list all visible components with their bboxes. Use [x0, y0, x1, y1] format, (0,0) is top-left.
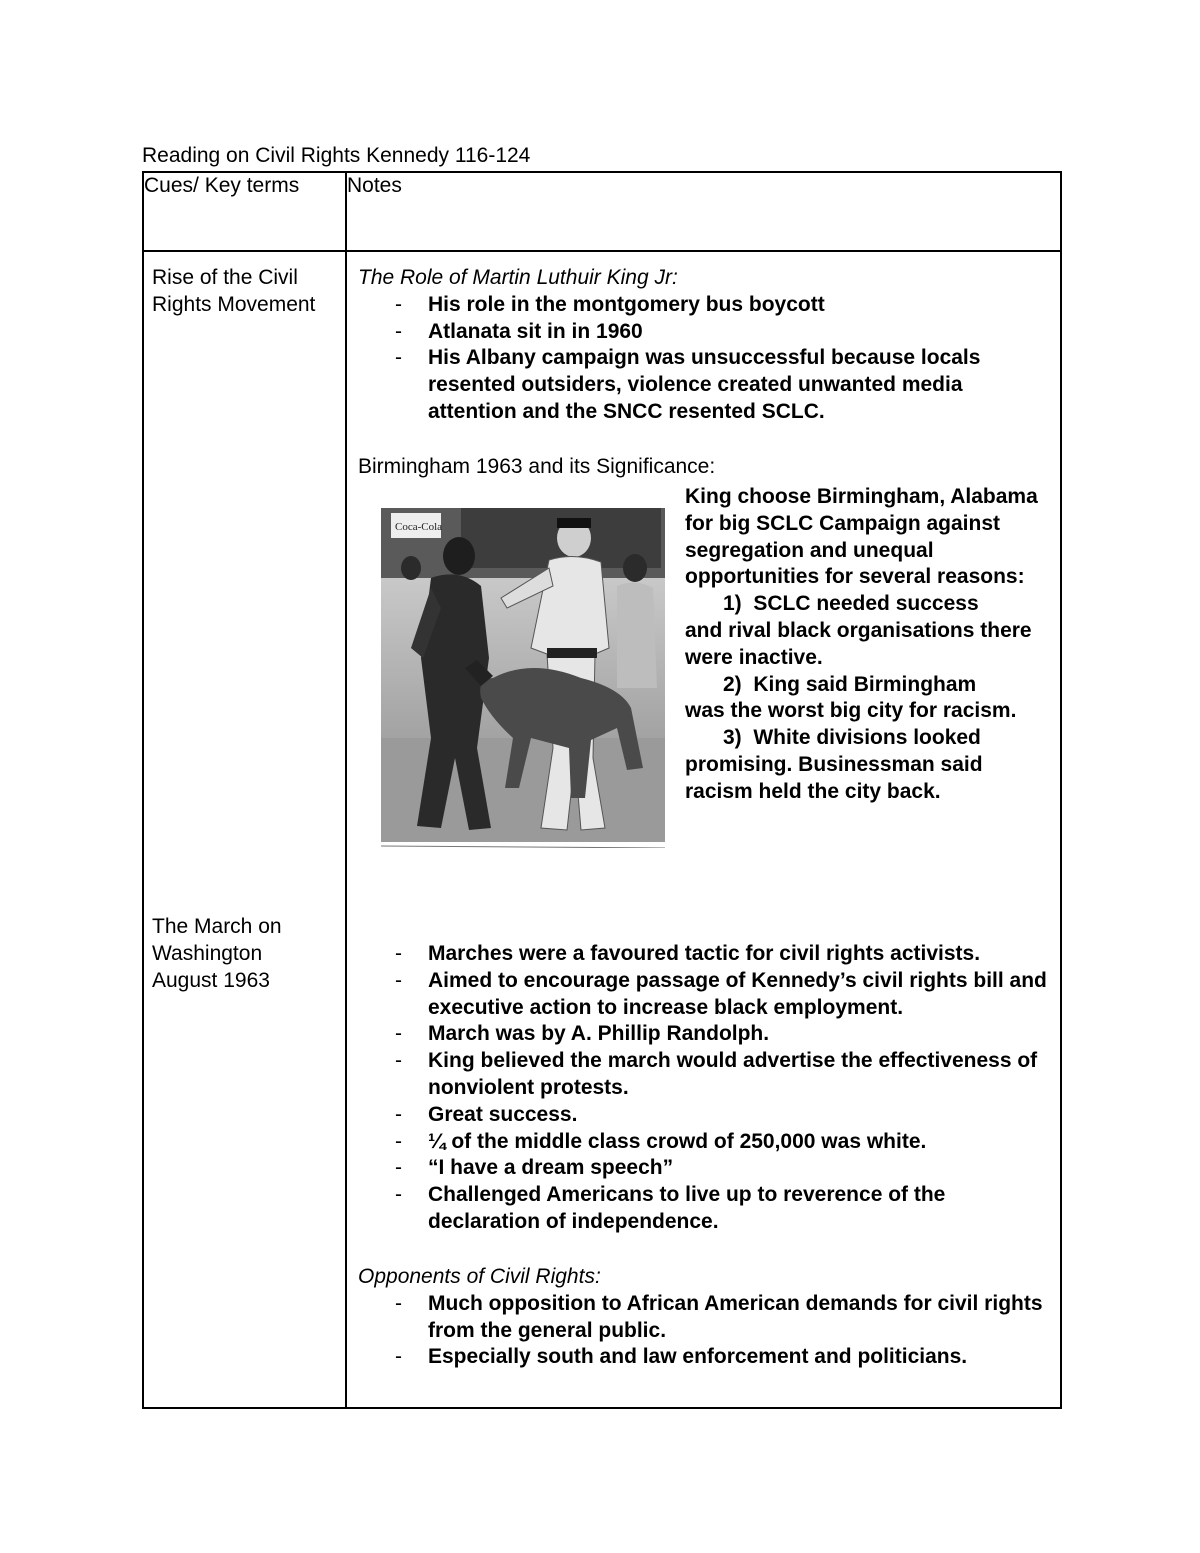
march-section — [358, 941, 1050, 1236]
header-row — [143, 172, 1061, 251]
mlk-list — [358, 292, 1050, 426]
reason-3-rest: promising. Businessman said racism held the city back. — [685, 752, 983, 803]
reason-2-text: King said Birmingham — [753, 672, 977, 696]
reason-1-num: 1) — [723, 592, 742, 616]
birmingham-intro: King choose Birmingham, Alabama for big SCLC Campaign against segregation and unequal opportunities for several reasons: — [685, 485, 1038, 589]
mlk-heading: The Role of Martin Luthuir King Jr: — [358, 266, 678, 289]
cue-march: The March on Washington August 1963 — [152, 915, 282, 992]
list-item: - March was by A. Phillip Randolph. — [428, 1021, 1050, 1048]
reason-1-first — [685, 591, 1055, 618]
list-item: - King believed the march would advertise the effectiveness of nonviolent protests. — [428, 1048, 1050, 1102]
birmingham-notes — [685, 484, 1055, 806]
list-item: - Great success. — [428, 1102, 1050, 1129]
list-item: - Especially south and law enforcement and politicians. — [428, 1344, 1050, 1371]
body-row — [143, 251, 1061, 1408]
list-item: - His role in the montgomery bus boycott — [428, 292, 1050, 319]
cue-rise: Rise of the Civil Rights Movement — [152, 266, 316, 316]
police-dog-photo-icon — [381, 508, 665, 848]
list-item: - His Albany campaign was unsuccessful because locals resented outsiders, violence created unwanted media attention and the SNCC resented SCLC. — [428, 345, 1050, 425]
reason-3-text: White divisions looked — [753, 726, 981, 750]
notes-column — [346, 251, 1061, 1408]
opponents-heading: Opponents of Civil Rights: — [358, 1265, 601, 1288]
list-item: - Atlanata sit in in 1960 — [428, 319, 1050, 346]
birmingham-heading: Birmingham 1963 and its Significance: — [358, 455, 716, 478]
svg-text:Coca-Cola: Coca-Cola — [395, 521, 443, 533]
list-item: - Marches were a favoured tactic for civil rights activists. — [428, 941, 1050, 968]
list-item: - “I have a dream speech” — [428, 1155, 1050, 1182]
opponents-list — [358, 1291, 1050, 1371]
list-item: - Challenged Americans to live up to reverence of the declaration of independence. — [428, 1182, 1050, 1236]
list-item: - Much opposition to African American demands for civil rights from the general public. — [428, 1291, 1050, 1345]
notes-header: Notes — [346, 172, 1061, 251]
reason-3-num: 3) — [723, 726, 742, 750]
march-list — [358, 941, 1050, 1236]
reason-1-text: SCLC needed success — [753, 592, 979, 616]
reason-2-rest: was the worst big city for racism. — [685, 699, 1017, 723]
list-item: - ¼ of the middle class crowd of 250,000 was white. — [428, 1129, 1050, 1156]
reason-2-num: 2) — [723, 672, 742, 696]
cues-header: Cues/ Key terms — [143, 172, 346, 251]
reason-1-rest: and rival black organisations there were inactive. — [685, 618, 1032, 669]
cornell-notes-table — [142, 171, 1062, 1409]
opponents-section — [358, 1264, 1050, 1371]
list-item: - Aimed to encourage passage of Kennedy’s civil rights bill and executive action to increase black employment. — [428, 968, 1050, 1022]
mlk-section — [358, 265, 1050, 426]
reason-3-first — [685, 725, 1055, 752]
cues-column — [143, 251, 346, 1408]
reason-2-first — [685, 672, 1055, 699]
page-title: Reading on Civil Rights Kennedy 116-124 — [142, 144, 531, 167]
birmingham-photo — [381, 508, 665, 848]
